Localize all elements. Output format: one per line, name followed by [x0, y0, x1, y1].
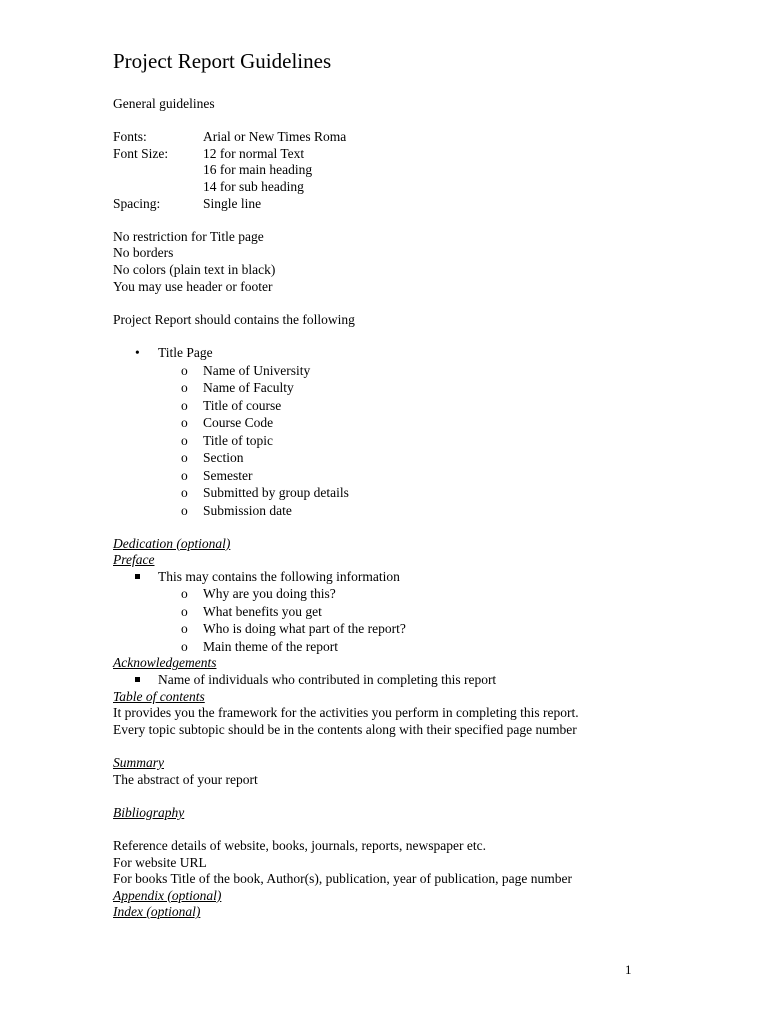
page-title: Project Report Guidelines [113, 49, 332, 73]
list-item: Name of individuals who contributed in completing this report [113, 672, 713, 689]
spec-key [113, 179, 203, 196]
spec-value: Arial or New Times Roma [203, 129, 347, 145]
dedication-heading: Dedication (optional) [113, 535, 231, 551]
bibliography-heading: Bibliography [113, 804, 185, 820]
toc-heading: Table of contents [113, 688, 205, 704]
circle-bullet-icon: o [181, 450, 188, 465]
acknowledgements-heading: Acknowledgements [113, 655, 217, 671]
circle-bullet-icon: o [181, 397, 188, 413]
rule-line: No restriction for Title page [113, 228, 264, 244]
spec-value: 12 for normal Text [203, 145, 305, 161]
rule-line: You may use header or footer [113, 278, 273, 294]
bibliography-line: Reference details of website, books, journals, reports, newspaper etc. [113, 837, 486, 853]
appendix-heading: Appendix (optional) [113, 887, 222, 903]
spec-key: Spacing: [113, 195, 161, 211]
bibliography-line: For website URL [113, 854, 207, 870]
spec-value: 16 for main heading [203, 162, 313, 178]
list-item: o Name of University [181, 362, 311, 378]
list-item: o Submission date [181, 502, 292, 518]
list-item: This may contains the following information [113, 569, 713, 586]
circle-bullet-icon: o [181, 621, 188, 637]
circle-bullet-icon: o [181, 415, 188, 430]
circle-bullet-icon: o [181, 638, 188, 654]
circle-bullet-icon: o [181, 502, 188, 518]
list-item [113, 345, 713, 362]
rules-list [113, 229, 713, 295]
list-item: o Main theme of the report [181, 638, 338, 654]
list-item: o Why are you doing this? [181, 586, 336, 602]
preface-heading: Preface [113, 552, 155, 568]
list-item: o Submitted by group details [181, 485, 349, 500]
summary-heading: Summary [113, 754, 164, 770]
toc-line: It provides you the framework for the activities you perform in completing this report. [113, 705, 579, 721]
rule-line: No colors (plain text in black) [113, 261, 276, 277]
general-guidelines-heading: General guidelines [113, 96, 215, 111]
title-page-label: Title Page [158, 344, 213, 360]
square-bullet-icon [135, 677, 140, 682]
spec-key: Fonts: [113, 129, 147, 145]
list-item: o Who is doing what part of the report? [181, 621, 406, 637]
rule-line: No borders [113, 245, 174, 261]
spec-key: Font Size: [113, 145, 169, 161]
spec-value: 14 for sub heading [203, 178, 304, 194]
title-page-section [113, 345, 713, 519]
list-item: o What benefits you get [181, 603, 322, 619]
spec-row [113, 162, 713, 179]
spec-key [113, 162, 203, 179]
format-specs [113, 129, 713, 212]
spec-row [113, 196, 713, 213]
spec-row [113, 129, 713, 146]
list-item: o Name of Faculty [181, 380, 294, 395]
spec-row [113, 179, 713, 196]
page-number: 1 [625, 962, 632, 977]
spec-row [113, 146, 713, 163]
circle-bullet-icon: o [181, 362, 188, 378]
summary-text: The abstract of your report [113, 771, 258, 787]
square-bullet-icon [135, 574, 140, 579]
bullet-dot-icon: • [135, 344, 140, 360]
document-body [113, 48, 713, 921]
list-item: o Title of topic [181, 432, 274, 448]
circle-bullet-icon: o [181, 467, 188, 483]
circle-bullet-icon: o [181, 603, 188, 619]
contains-intro: Project Report should contains the following [113, 311, 355, 327]
index-heading: Index (optional) [113, 904, 201, 920]
circle-bullet-icon: o [181, 485, 188, 500]
circle-bullet-icon: o [181, 432, 188, 448]
list-item: o Semester [181, 467, 253, 483]
list-item: o Course Code [181, 415, 274, 430]
spec-value: Single line [203, 195, 262, 211]
toc-line: Every topic subtopic should be in the contents along with their specified page number [113, 721, 577, 737]
list-item: o Section [181, 450, 244, 465]
circle-bullet-icon: o [181, 586, 188, 602]
circle-bullet-icon: o [181, 380, 188, 395]
list-item: o Title of course [181, 397, 282, 413]
bibliography-line: For books Title of the book, Author(s), publication, year of publication, page number [113, 871, 572, 887]
